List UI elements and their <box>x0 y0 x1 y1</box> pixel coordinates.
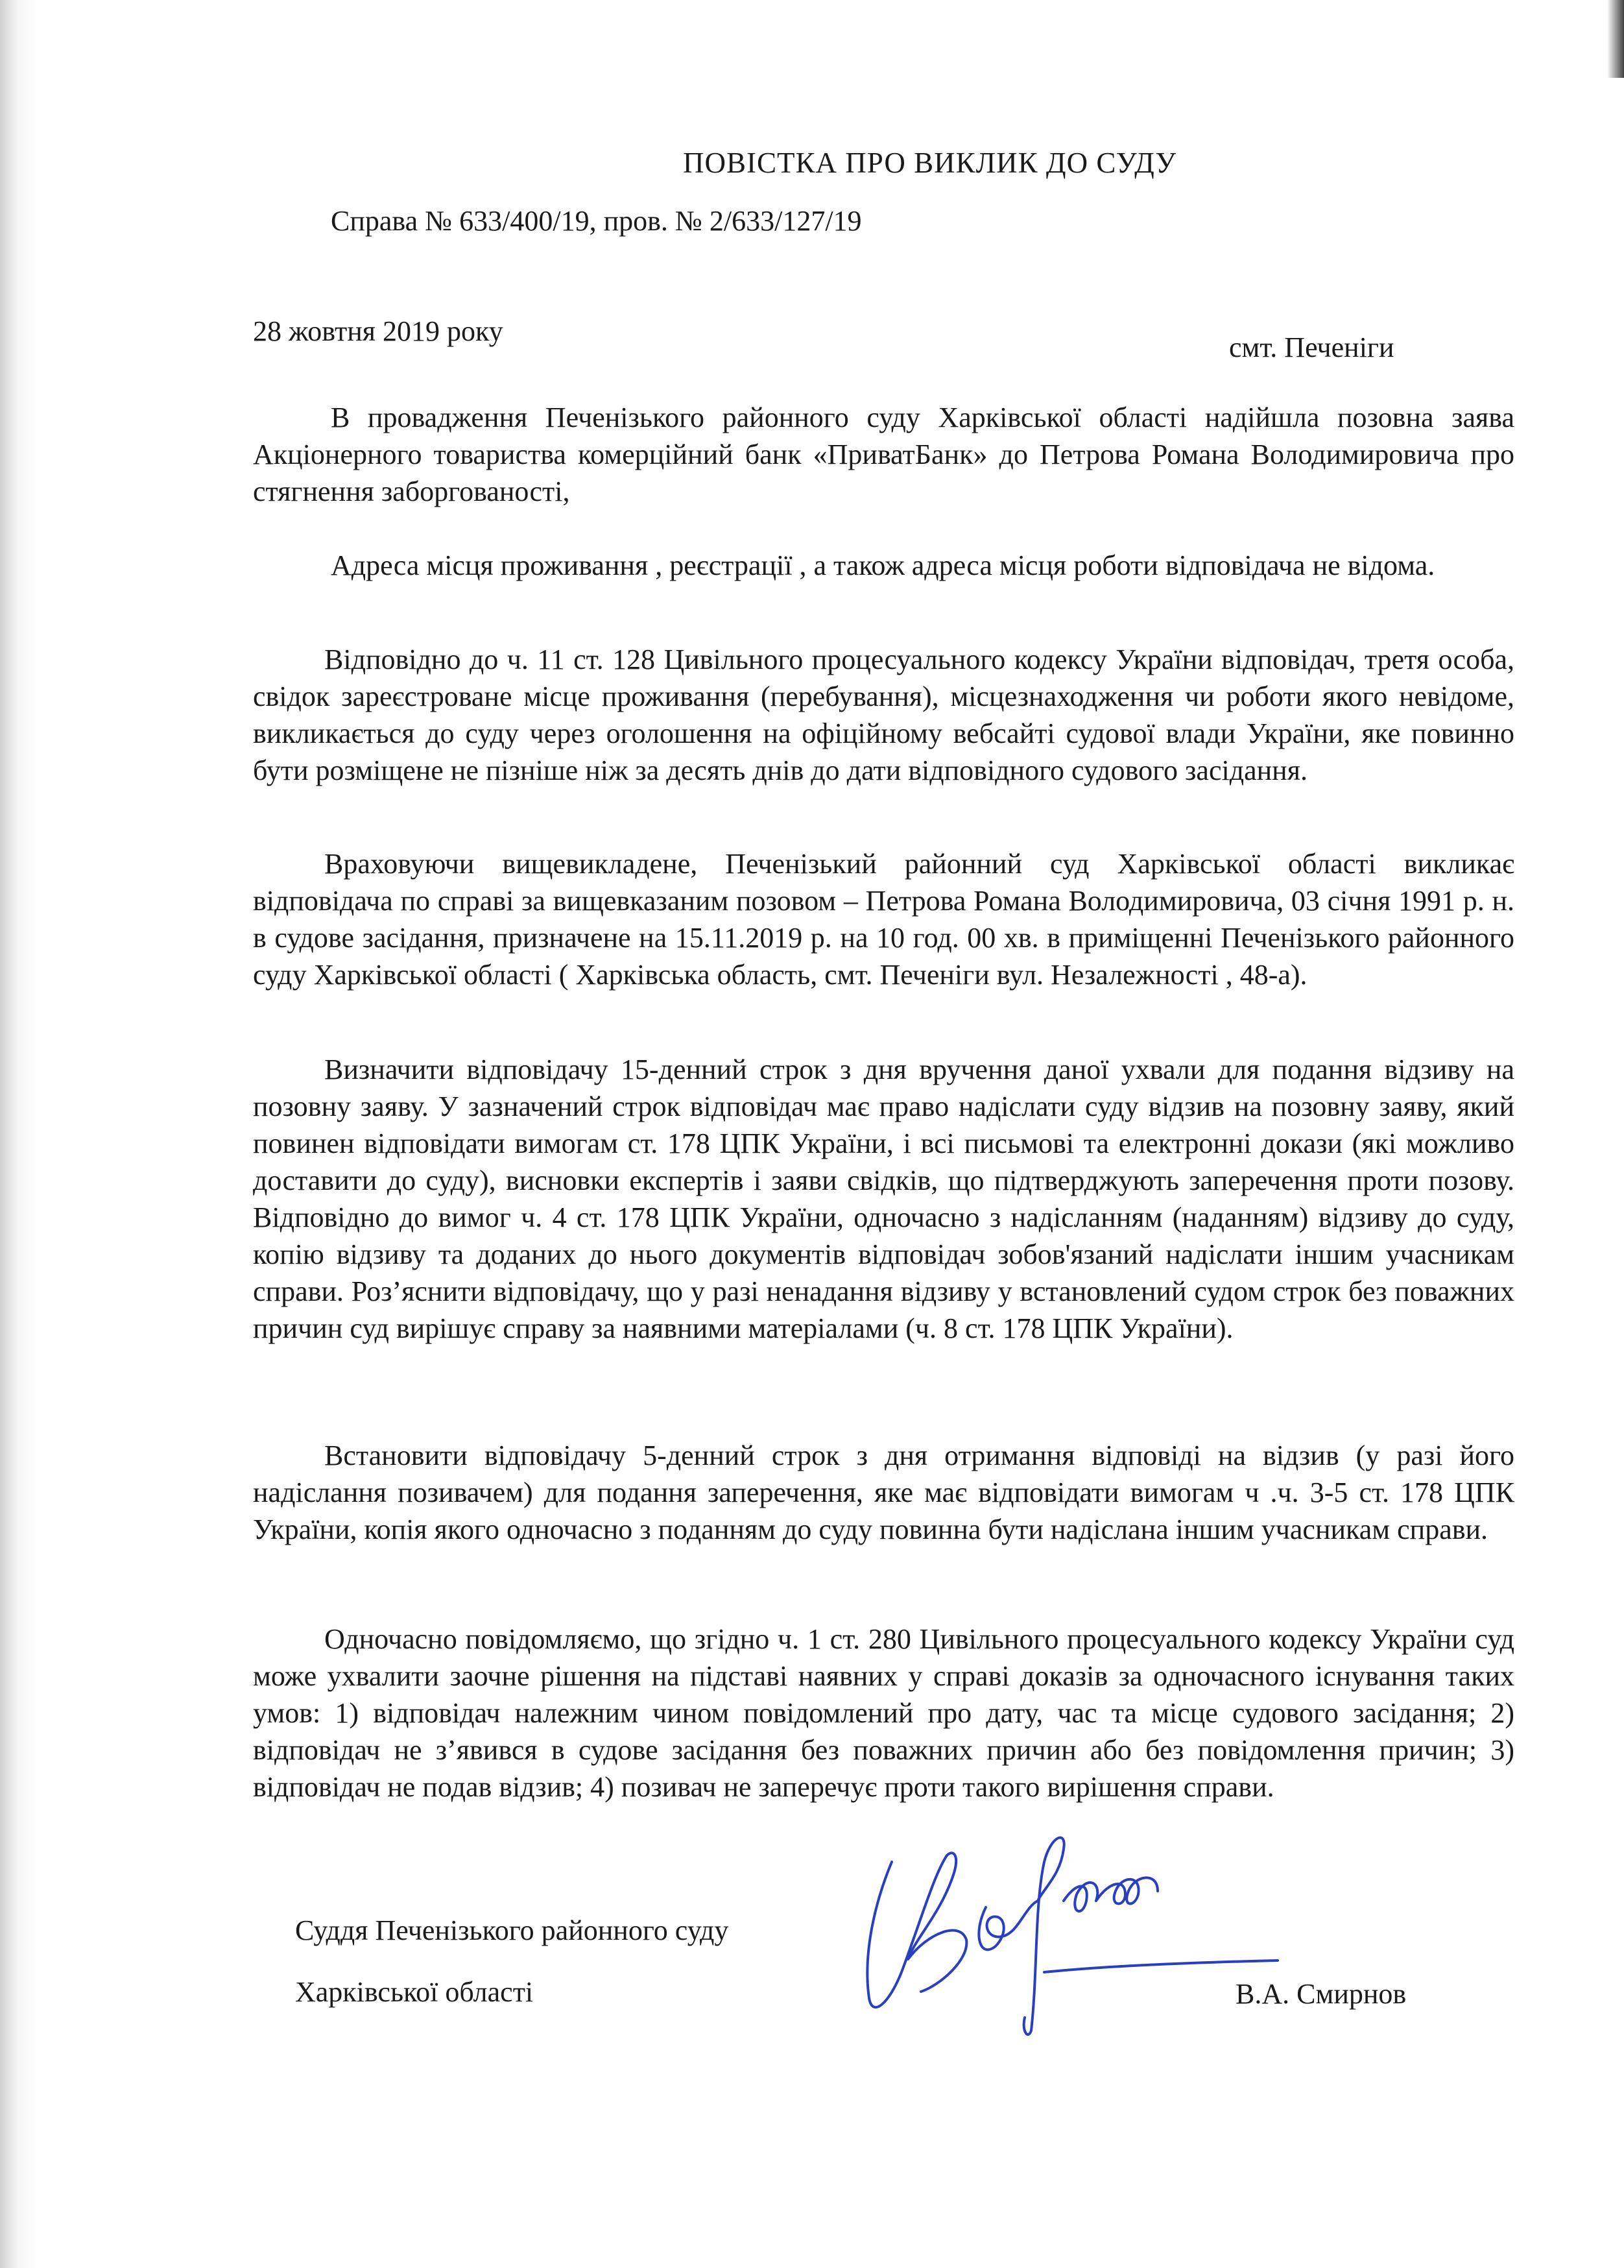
scan-shadow-left <box>0 0 39 2268</box>
judge-position-line1: Суддя Печенізького районного суду <box>295 1914 729 1946</box>
document-place: смт. Печеніги <box>1229 332 1394 363</box>
handwritten-signature <box>830 1810 1284 2044</box>
paragraph-legal-basis: Відповідно до ч. 11 ст. 128 Цивільного процесуального кодексу України відповідач, третя особа, свідок зареєстроване місце проживання (перебування), місцезнаходження чи роботи якого невідоме, викликається до суду через оголошення на офіційному вебсайті судової влади України, яке повинно бути розміщене не пізніше ніж за десять днів до дати відповідного судового засідання. <box>253 644 1514 786</box>
paragraph-address-unknown: Адреса місця проживання , реєстрації , а також адреса місця роботи відповідача не відома. <box>331 549 1435 581</box>
paragraph-response-term: Визначити відповідачу 15-денний строк з дня вручення даної ухвали для подання відзиву на позовну заяву. У зазначений строк відповідач має право надіслати суду відзив на позовну заяву, який повинен відповідати вимогам ст. 178 ЦПК України, і всі письмові та електронні докази (які можливо доставити до суду), висновки експертів і заяви свідків, що підтверджують заперечення проти позову. Відповідно до вимог ч. 4 ст. 178 ЦПК України, одночасно з надісланням (наданням) відзиву до суду, копію відзиву та доданих до нього документів відповідач зобов'язаний надіслати іншим учасникам справи. Роз’яснити відповідачу, що у разі ненадання відзиву у встановлений судом строк без поважних причин суд вирішує справу за наявними матеріалами (ч. 8 ст. 178 ЦПК України). <box>253 1054 1514 1344</box>
case-number: Справа № 633/400/19, пров. № 2/633/127/19 <box>331 205 862 237</box>
judge-position-line2: Харківської області <box>295 1976 534 2008</box>
paragraph-summons: Враховуючи вищевикладене, Печенізький районний суд Харківської області викликає відповідача по справі за вищевказаним позовом – Петрова Романа Володимировича, 03 січня 1991 р. н. в судове засідання, призначене на 15.11.2019 р. на 10 год. 00 хв. в приміщенні Печенізького районного суду Харківської області ( Харківська область, смт. Печеніги вул. Незалежності , 48-а). <box>253 848 1514 991</box>
document-title: ПОВІСТКА ПРО ВИКЛИК ДО СУДУ <box>683 147 1177 179</box>
paragraph-claim: В провадження Печенізького районного суду Харківської області надійшла позовна заява Акціонерного товариства комерційний банк «ПриватБанк» до Петрова Романа Володимировича про стягнення заборгованості, <box>253 402 1514 507</box>
judge-name: В.А. Смирнов <box>1236 1978 1407 2010</box>
paragraph-objection-term: Встановити відповідачу 5-денний строк з дня отримання відповіді на відзив (у разі його надіслання позивачем) для подання заперечення, яке має відповідати вимогам ч .ч. 3-5 ст. 178 ЦПК України, копія якого одночасно з поданням до суду повинна бути надіслана іншим учасникам справи. <box>253 1440 1514 1545</box>
document-date: 28 жовтня 2019 року <box>253 315 503 347</box>
paragraph-default-judgment: Одночасно повідомляємо, що згідно ч. 1 ст. 280 Цивільного процесуального кодексу України суд може ухвалити заочне рішення на підставі наявних у справі доказів за одночасного існування таких умов: 1) відповідач належним чином повідомлений про дату, час та місце судового засідання; 2) відповідач не з’явився в судове засідання без поважних причин або без повідомлення причин; 3) відповідач не подав відзив; 4) позивач не заперечує проти такого вирішення справи. <box>253 1623 1514 1803</box>
scan-shadow-right <box>1607 0 1624 78</box>
